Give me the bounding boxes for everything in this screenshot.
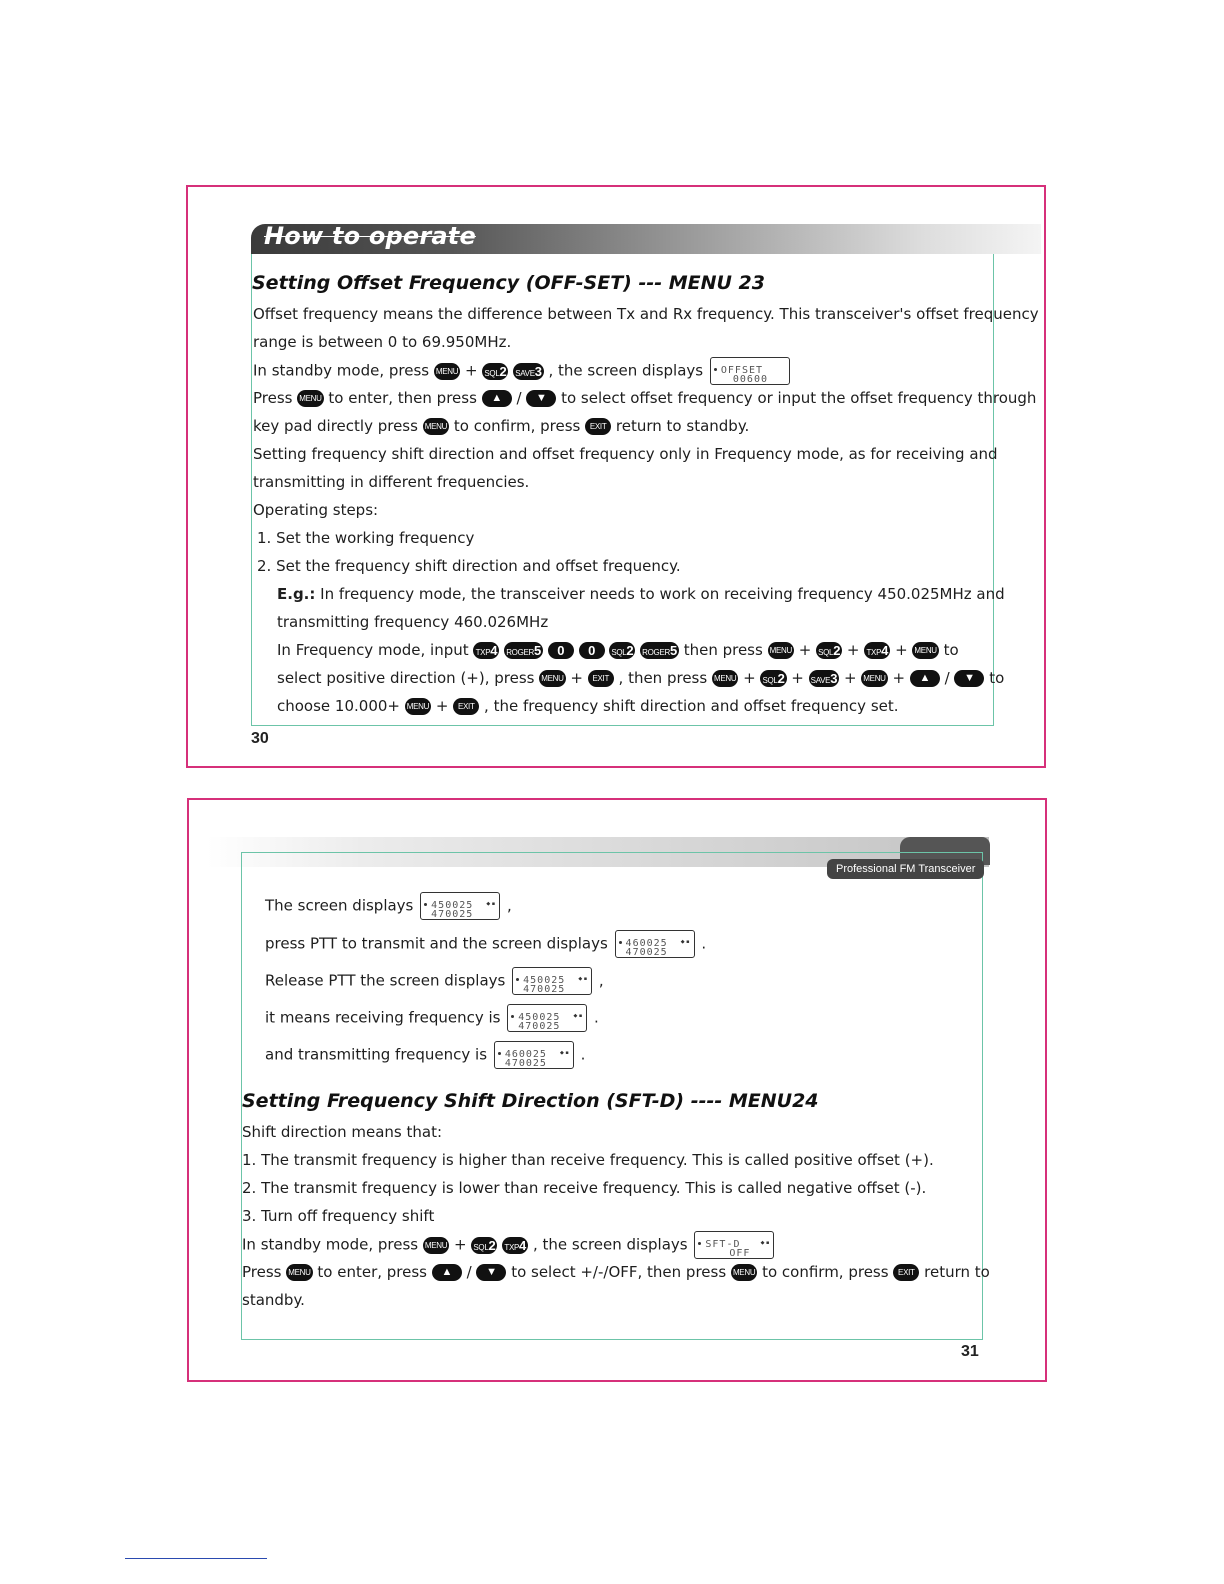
- text: to: [943, 641, 959, 659]
- text: select positive direction (+), press: [277, 669, 535, 687]
- page-number: 30: [251, 730, 269, 747]
- plus-sign: +: [570, 669, 583, 687]
- plus-sign: +: [843, 669, 857, 687]
- lcd-dot: [498, 1052, 501, 1055]
- sql2-key-icon: [816, 642, 842, 659]
- menu-key-icon: MENU: [297, 390, 323, 407]
- text: choose 10.000+: [277, 697, 400, 715]
- text: return to standby.: [615, 417, 750, 435]
- lcd-sftd-display: [694, 1231, 774, 1259]
- footnote-rule: [125, 1558, 267, 1559]
- screen-display-line: [265, 930, 706, 958]
- text: Press: [242, 1263, 282, 1281]
- page-31: [187, 798, 1047, 1382]
- lcd-line1: SFT-D: [705, 1239, 741, 1250]
- roger5-key-icon: [640, 642, 679, 659]
- choose-instruction: [277, 696, 899, 716]
- up-arrow-key-icon: ▲: [910, 670, 940, 687]
- text: .: [594, 1008, 599, 1027]
- key-digit: 5: [669, 643, 677, 658]
- key-digit: 2: [777, 671, 785, 686]
- text: to select offset frequency or input the offset frequency through: [561, 389, 1037, 407]
- lcd-line1: OFFSET: [720, 365, 764, 376]
- text: , the frequency shift direction and offset frequency set.: [484, 697, 899, 715]
- roger5-key-icon: [504, 642, 543, 659]
- paragraph-line: standby.: [242, 1291, 305, 1309]
- text: In frequency mode, the transceiver needs to work on receiving frequency 450.025MHz and: [315, 585, 1005, 603]
- key-digit: 4: [490, 643, 498, 658]
- up-arrow-key-icon: ▲: [432, 1264, 462, 1281]
- screen-display-line: [265, 967, 604, 995]
- slash: /: [516, 389, 522, 407]
- text: Press: [253, 389, 293, 407]
- sql2-key-icon: [482, 363, 508, 380]
- menu-key-icon: MENU: [731, 1264, 757, 1281]
- key-digit: 3: [534, 363, 542, 379]
- text: key pad directly press: [253, 417, 418, 435]
- text: press PTT to transmit and the screen displays: [265, 934, 608, 953]
- paragraph-line: range is between 0 to 69.950MHz.: [253, 333, 512, 351]
- slash: /: [944, 669, 950, 687]
- lcd-indicator: ◆ ▪: [760, 1240, 770, 1246]
- key-digit: 0: [557, 643, 565, 658]
- banner-title: How to operate: [264, 222, 476, 250]
- press-instruction: [242, 1262, 990, 1282]
- lcd-dot: [424, 903, 427, 906]
- plus-sign: +: [454, 1235, 467, 1254]
- text: then press: [683, 641, 763, 659]
- plus-sign: +: [465, 361, 478, 380]
- keypad-instruction: [253, 416, 749, 436]
- text: , the screen displays: [532, 1235, 688, 1254]
- lcd-line2: 470025: [504, 1058, 547, 1069]
- sftd-heading: Setting Frequency Shift Direction (SFT-D) ---- MENU24: [242, 1090, 819, 1112]
- steps-title: Operating steps:: [253, 501, 379, 519]
- key-label: TXP: [504, 1242, 520, 1252]
- key-label: SQL: [611, 648, 627, 657]
- lcd-display: [494, 1041, 574, 1069]
- product-tag: Professional FM Transceiver: [827, 859, 984, 879]
- down-arrow-key-icon: ▼: [954, 670, 984, 687]
- lcd-indicator: ◆ ▪: [560, 1050, 569, 1056]
- input-instruction: [277, 640, 959, 660]
- text: The screen displays: [265, 896, 414, 915]
- lcd-line2: OFF: [729, 1248, 751, 1259]
- exit-key-icon: EXIT: [588, 670, 614, 687]
- lcd-line1: 450025: [523, 975, 566, 986]
- page-number: 31: [961, 1343, 979, 1360]
- sql2-key-icon: [760, 670, 786, 687]
- lcd-display: [512, 967, 592, 995]
- text: to select +/-/OFF, then press: [511, 1263, 727, 1281]
- screen-display-line: [265, 892, 512, 920]
- lcd-line1: 450025: [431, 900, 474, 911]
- lcd-dot: [511, 1015, 514, 1018]
- menu-key-icon: MENU: [423, 418, 449, 435]
- exit-key-icon: EXIT: [893, 1264, 919, 1281]
- key-label: SQL: [473, 1242, 489, 1252]
- text: Release PTT the screen displays: [265, 971, 506, 990]
- key-digit: 2: [488, 1237, 496, 1253]
- slash: /: [466, 1263, 472, 1281]
- text: to enter, then press: [328, 389, 477, 407]
- screen-display-line: [265, 1041, 585, 1069]
- text: return to: [924, 1263, 990, 1281]
- key-label: TXP: [866, 648, 882, 657]
- text: In standby mode, press: [253, 361, 430, 380]
- lcd-line1: 460025: [504, 1049, 547, 1060]
- key-label: SAVE: [810, 676, 831, 685]
- key-label: SQL: [484, 368, 500, 378]
- lcd-line1: 450025: [518, 1012, 561, 1023]
- plus-sign: +: [798, 641, 812, 659]
- text: to: [989, 669, 1005, 687]
- key-label: SQL: [818, 648, 834, 657]
- save3-key-icon: [513, 363, 544, 380]
- plus-sign: +: [895, 641, 908, 659]
- example-label: E.g.:: [277, 585, 316, 603]
- lcd-indicator: ◆ ▪: [578, 976, 588, 982]
- key-label: TXP: [475, 648, 491, 657]
- key-label: ROGER: [506, 648, 535, 657]
- screen-display-line: [265, 1004, 599, 1032]
- key-label: SAVE: [515, 368, 535, 378]
- step-item: 2. Set the frequency shift direction and offset frequency.: [257, 557, 681, 575]
- text: , then press: [618, 669, 708, 687]
- text: .: [701, 934, 707, 953]
- lcd-dot: [714, 368, 717, 371]
- example-line: [277, 584, 1005, 604]
- paragraph-line: Setting frequency shift direction and offset frequency only in Frequency mode, as for receiving and: [253, 445, 998, 463]
- list-item: 2. The transmit frequency is lower than receive frequency. This is called negative offset (-).: [242, 1179, 927, 1197]
- down-arrow-key-icon: ▼: [476, 1264, 506, 1281]
- lcd-line2: 00600: [732, 374, 768, 385]
- txp4-key-icon: [502, 1237, 528, 1254]
- menu-key-icon: MENU: [912, 642, 938, 659]
- lcd-display: [420, 892, 500, 920]
- lcd-dot: [698, 1242, 701, 1245]
- save3-key-icon: [809, 670, 840, 687]
- zero-key-icon: [579, 642, 605, 659]
- press-instruction: [253, 388, 1036, 408]
- key-label: SQL: [762, 676, 778, 685]
- plus-sign: +: [435, 697, 449, 715]
- sql2-key-icon: [609, 642, 635, 659]
- lcd-offset-display: [710, 357, 790, 385]
- lcd-dot: [516, 978, 519, 981]
- plus-sign: +: [791, 669, 804, 687]
- zero-key-icon: [548, 642, 574, 659]
- text: In Frequency mode, input: [277, 641, 469, 659]
- text: In standby mode, press: [242, 1235, 419, 1254]
- text: ,: [598, 971, 604, 990]
- menu-key-icon: MENU: [434, 363, 460, 380]
- lcd-indicator: ◆ ▪: [486, 901, 496, 907]
- down-arrow-key-icon: ▼: [526, 390, 556, 407]
- paragraph-line: transmitting in different frequencies.: [253, 473, 530, 491]
- paragraph-line: Shift direction means that:: [242, 1123, 443, 1141]
- lcd-line1: 460025: [625, 938, 668, 949]
- paragraph-line: Offset frequency means the difference between Tx and Rx frequency. This transceiver's offset frequency: [253, 305, 1039, 323]
- lcd-dot: [619, 941, 622, 944]
- select-instruction: [277, 668, 1004, 688]
- text: and transmitting frequency is: [265, 1045, 488, 1064]
- txp4-key-icon: [473, 642, 499, 659]
- up-arrow-key-icon: ▲: [482, 390, 512, 407]
- step-item: 1. Set the working frequency: [257, 529, 475, 547]
- text: to confirm, press: [762, 1263, 889, 1281]
- offset-heading: Setting Offset Frequency (OFF-SET) --- MENU 23: [252, 272, 765, 294]
- lcd-line2: 470025: [625, 947, 668, 958]
- menu-key-icon: MENU: [861, 670, 887, 687]
- key-digit: 0: [588, 643, 595, 658]
- txp4-key-icon: [864, 642, 890, 659]
- key-digit: 2: [499, 363, 507, 379]
- lcd-line2: 470025: [431, 909, 474, 920]
- text: .: [580, 1045, 586, 1064]
- menu-key-icon: MENU: [712, 670, 738, 687]
- text: to confirm, press: [453, 417, 581, 435]
- text: it means receiving frequency is: [265, 1008, 501, 1027]
- menu-key-icon: MENU: [768, 642, 794, 659]
- menu-key-icon: MENU: [539, 670, 565, 687]
- key-digit: 4: [881, 643, 889, 658]
- menu-key-icon: MENU: [405, 698, 431, 715]
- lcd-line2: 470025: [518, 1021, 561, 1032]
- plus-sign: +: [892, 669, 906, 687]
- key-digit: 4: [519, 1237, 526, 1253]
- key-label: ROGER: [642, 648, 670, 657]
- lcd-line2: 470025: [523, 984, 566, 995]
- text: , the screen displays: [548, 361, 704, 380]
- plus-sign: +: [743, 669, 756, 687]
- lcd-display: [507, 1004, 587, 1032]
- page-30: [186, 185, 1046, 768]
- list-item: 3. Turn off frequency shift: [242, 1207, 435, 1225]
- lcd-display: [615, 930, 695, 958]
- menu-key-icon: MENU: [423, 1237, 449, 1254]
- key-digit: 2: [833, 643, 841, 658]
- lcd-indicator: ◆ ▪: [573, 1013, 583, 1019]
- sql2-key-icon: [471, 1237, 497, 1254]
- example-line: transmitting frequency 460.026MHz: [277, 613, 549, 631]
- plus-sign: +: [846, 641, 860, 659]
- key-digit: 2: [626, 643, 634, 658]
- lcd-indicator: ◆ ▪: [680, 939, 690, 945]
- standby-instruction: [242, 1231, 776, 1259]
- text: ,: [506, 896, 512, 915]
- text: to enter, press: [317, 1263, 427, 1281]
- list-item: 1. The transmit frequency is higher than receive frequency. This is called positive offset (+).: [242, 1151, 934, 1169]
- exit-key-icon: EXIT: [585, 418, 611, 435]
- key-digit: 5: [534, 643, 541, 658]
- menu-key-icon: MENU: [286, 1264, 312, 1281]
- standby-instruction: [253, 357, 792, 385]
- exit-key-icon: EXIT: [453, 698, 479, 715]
- key-digit: 3: [830, 671, 838, 686]
